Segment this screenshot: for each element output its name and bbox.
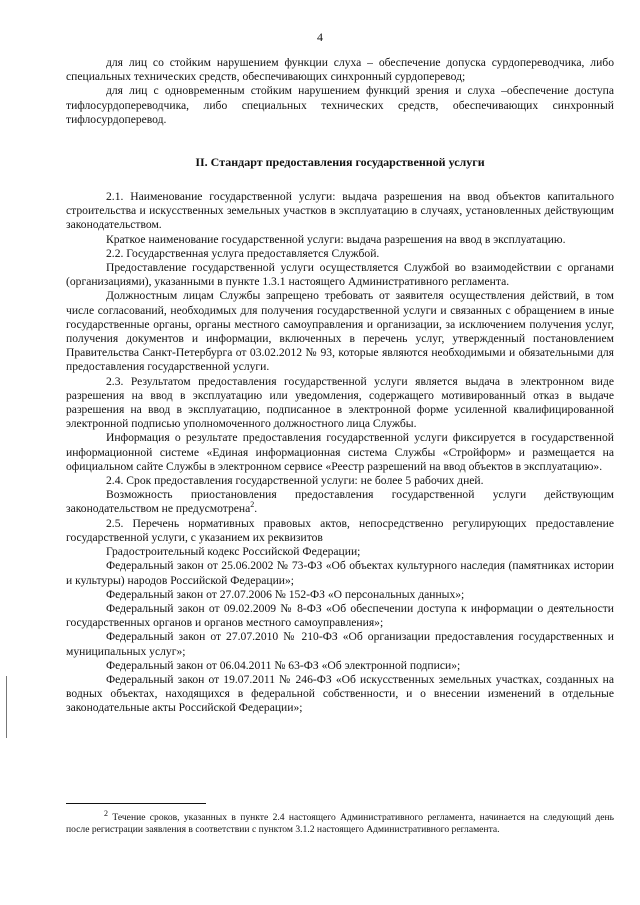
law-item: Федеральный закон от 19.07.2011 № 246-ФЗ «Об искусственных земельных участках, созданных на водных объектах, находящихся в федеральной собственности, и о внесении изменений в отдельные законодательные акты Российской Федерации»; xyxy=(66,672,614,715)
footnote-ref: 2 xyxy=(250,500,255,510)
section-title: II. Стандарт предоставления государственной услуги xyxy=(195,155,485,170)
paragraph-2-5: 2.5. Перечень нормативных правовых актов, непосредственно регулирующих предоставление государственной услуги, с указанием их реквизитов xyxy=(66,516,614,544)
paragraph-2-1: 2.1. Наименование государственной услуги: выдача разрешения на ввод объектов капитального строительства и искусственных земельных участков в эксплуатацию в случаях, установленных действующим законодательством. xyxy=(66,190,614,232)
paragraph-info: Информация о результате предоставления государственной услуги фиксируется в государственной информационной системе «Единая информационная система Службы «Стройформ» и размещается на официальном сайте Службы в электронном сервисе «Реестр разрешений на ввод объектов в эксплуатацию». xyxy=(66,431,614,473)
paragraph-2-3: 2.3. Результатом предоставления государственной услуги является выдача в электронном виде разрешения на ввод в эксплуатацию или уведомления, содержащего мотивированный отказ в выдаче разрешения на ввод в эксплуатацию, подписанное в электронной форме усиленной квалифицированной электронной подписью уполномоченного должностного лица Службы. xyxy=(66,374,614,431)
paragraph-suspend xyxy=(66,488,614,516)
footnote-divider xyxy=(66,803,206,804)
law-item: Федеральный закон от 09.02.2009 № 8-ФЗ «Об обеспечении доступа к информации о деятельности государственных органов и органов местного самоуправления»; xyxy=(66,601,614,630)
paragraph-prohibited: Должностным лицам Службы запрещено требовать от заявителя осуществления действий, в том числе согласований, необходимых для получения государственной услуги и связанных с обращением в иные государственные органы, органы местного самоуправления и организации, за исключением получения услуг, получения документов и информации, включенных в перечень услуг, утвержденный постановлением Правительства Санкт-Петербурга от 03.02.2012 № 93, которые являются необходимыми и обязательными для предоставления государственной услуги. xyxy=(66,289,614,374)
paragraph-2-2: 2.2. Государственная услуга предоставляется Службой. xyxy=(106,246,380,260)
law-item: Федеральный закон от 06.04.2011 № 63-ФЗ «Об электронной подписи»; xyxy=(106,658,461,672)
paragraph-short-name: Краткое наименование государственной услуги: выдача разрешения на ввод в эксплуатацию. xyxy=(106,232,566,246)
footnote-marker: 2 xyxy=(104,808,108,818)
document-body xyxy=(66,56,614,716)
paragraph-2-4: 2.4. Срок предоставления государственной услуги: не более 5 рабочих дней. xyxy=(106,474,484,488)
page-number: 4 xyxy=(317,30,323,44)
margin-line xyxy=(6,676,7,738)
paragraph-deafblind: для лиц с одновременным стойким нарушением функций зрения и слуха –обеспечение доступа тифлосурдопереводчика, либо специальных технических средств, обеспечивающих синхронный тифлосурдоперевод. xyxy=(66,84,614,126)
law-item: Федеральный закон от 27.07.2010 № 210-ФЗ «Об организации предоставления государственных и муниципальных услуг»; xyxy=(66,630,614,658)
footnote-text: Течение сроков, указанных в пункте 2.4 настоящего Административного регламента, начинается на следующий день после регистрации заявления в соответствии с пунктом 3.1.2 настоящего Административного регламента. xyxy=(66,812,614,835)
law-item: Федеральный закон от 25.06.2002 № 73-ФЗ «Об объектах культурного наследия (памятниках истории и культуры) народов Российской Федерации»; xyxy=(66,559,614,587)
suspend-text: Возможность приостановления предоставления государственной услуги действующим законодательством не предусмотрена xyxy=(66,488,614,516)
suspend-end: . xyxy=(254,502,258,516)
law-item: Федеральный закон от 27.07.2006 № 152-ФЗ «О персональных данных»; xyxy=(106,587,465,601)
law-item: Градостроительный кодекс Российской Федерации; xyxy=(106,545,361,559)
paragraph-hearing: для лиц со стойким нарушением функции слуха – обеспечение допуска сурдопереводчика, либо специальных технических средств, обеспечивающих синхронный сурдоперевод; xyxy=(66,56,614,84)
footnote xyxy=(66,808,614,835)
paragraph-provision: Предоставление государственной услуги осуществляется Службой во взаимодействии с органами (организациями), указанными в пункте 1.3.1 настоящего Административного регламента. xyxy=(66,261,614,289)
